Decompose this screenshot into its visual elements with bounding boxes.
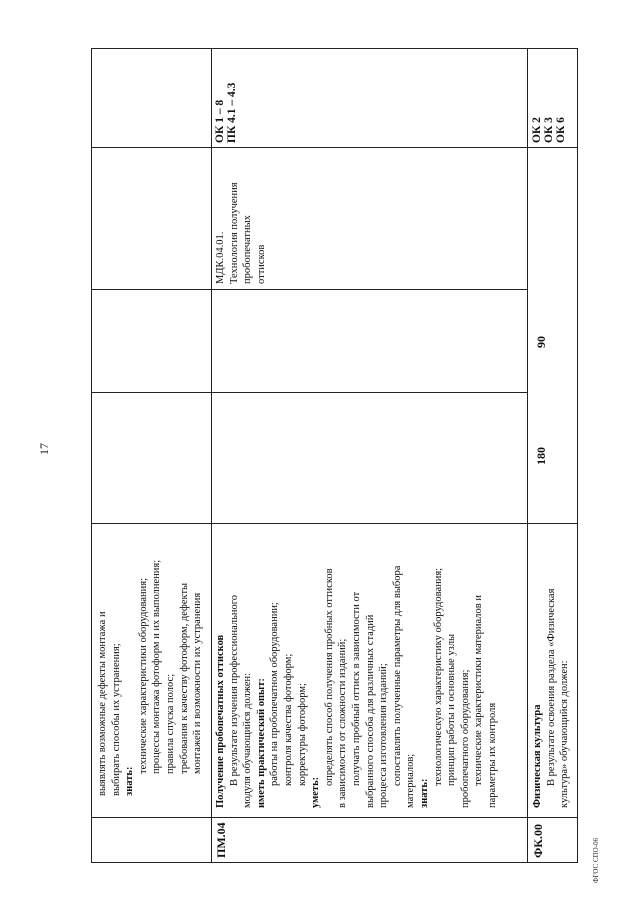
text-line: работы на пробопечатном оборудовании; xyxy=(269,602,281,786)
text-line: требования к качеству фотоформ, дефекты xyxy=(178,582,190,774)
page-number: 17 xyxy=(37,443,51,455)
text-line: Физическая культура xyxy=(532,704,543,808)
text-line: ОК 6 xyxy=(555,117,567,143)
text-line: пробопечатных xyxy=(242,215,254,284)
text-line: материалов; xyxy=(405,753,417,808)
text-line: монтажей и возможности их устранения xyxy=(192,592,204,774)
fk00-description xyxy=(531,589,572,808)
text-line: выбирать способы их устранения; xyxy=(110,643,122,796)
text-line: знать: xyxy=(418,778,430,808)
fk00-competencies xyxy=(531,117,567,143)
text-line: корректуры фотоформ; xyxy=(296,683,308,786)
pm04-code: ПМ.04 xyxy=(214,822,228,858)
text-line: иметь практический опыт: xyxy=(255,678,267,808)
text-line: технологическую характеристику оборудования; xyxy=(432,567,444,786)
pm04-competencies xyxy=(214,83,238,143)
text-line: правила спуска полос; xyxy=(164,673,176,774)
text-line: ОК 1 – 8 xyxy=(214,99,226,143)
text-line: выбранного способа для различных стадий xyxy=(364,614,376,808)
text-line: МДК.04.01. xyxy=(215,231,226,284)
text-line: определять способ получения пробных оттисков xyxy=(323,568,335,786)
text-line: процессы монтажа фотоформ и их выполнения; xyxy=(151,559,163,774)
text-line: пробопечатного оборудования; xyxy=(459,669,471,808)
text-line: знать: xyxy=(124,766,136,796)
text-line: В результате изучения профессионального xyxy=(228,594,240,786)
text-line: в зависимости от сложности изданий; xyxy=(337,638,349,808)
text-line: принцип работы и основные узлы xyxy=(446,633,458,786)
text-line: технические характеристики оборудования; xyxy=(137,577,149,774)
continuation-cell xyxy=(96,560,205,808)
text-line: ОК 3 xyxy=(543,117,555,143)
text-line: ОК 2 xyxy=(531,117,543,143)
text-line: сопоставлять полученные параметры для выбора xyxy=(391,565,403,786)
text-line: модуля обучающийся должен: xyxy=(242,672,254,808)
text-line: оттисков xyxy=(255,244,267,284)
pm04-total-hours: 180 xyxy=(534,447,548,465)
fk00-code: ФК.00 xyxy=(531,823,545,858)
text-line: процесса изготовления изданий; xyxy=(378,663,390,808)
text-line: ПК 4.1 – 4.3 xyxy=(226,82,238,143)
pm04-description xyxy=(214,566,499,808)
footer: ФГОС СПО-06 xyxy=(592,837,600,883)
text-line: параметры их контроля xyxy=(486,702,498,808)
text-line: технические характеристики материалов и xyxy=(473,595,485,786)
pm04-hours: 90 xyxy=(534,336,548,348)
text-line: уметь: xyxy=(310,776,322,808)
text-line: культура» обучающийся должен: xyxy=(559,660,571,808)
text-line: выявлять возможные дефекты монтажа и xyxy=(97,611,108,796)
text-line: В результате освоения раздела «Физическая xyxy=(545,588,557,786)
text-line: Получение пробопечатных оттисков xyxy=(215,634,226,808)
text-line: получать пробный оттиск в зависимости от xyxy=(350,591,362,786)
text-line: Технология получения xyxy=(228,182,240,284)
pm04-discipline xyxy=(214,182,268,284)
text-line: контроля качества фотоформ; xyxy=(282,653,294,786)
